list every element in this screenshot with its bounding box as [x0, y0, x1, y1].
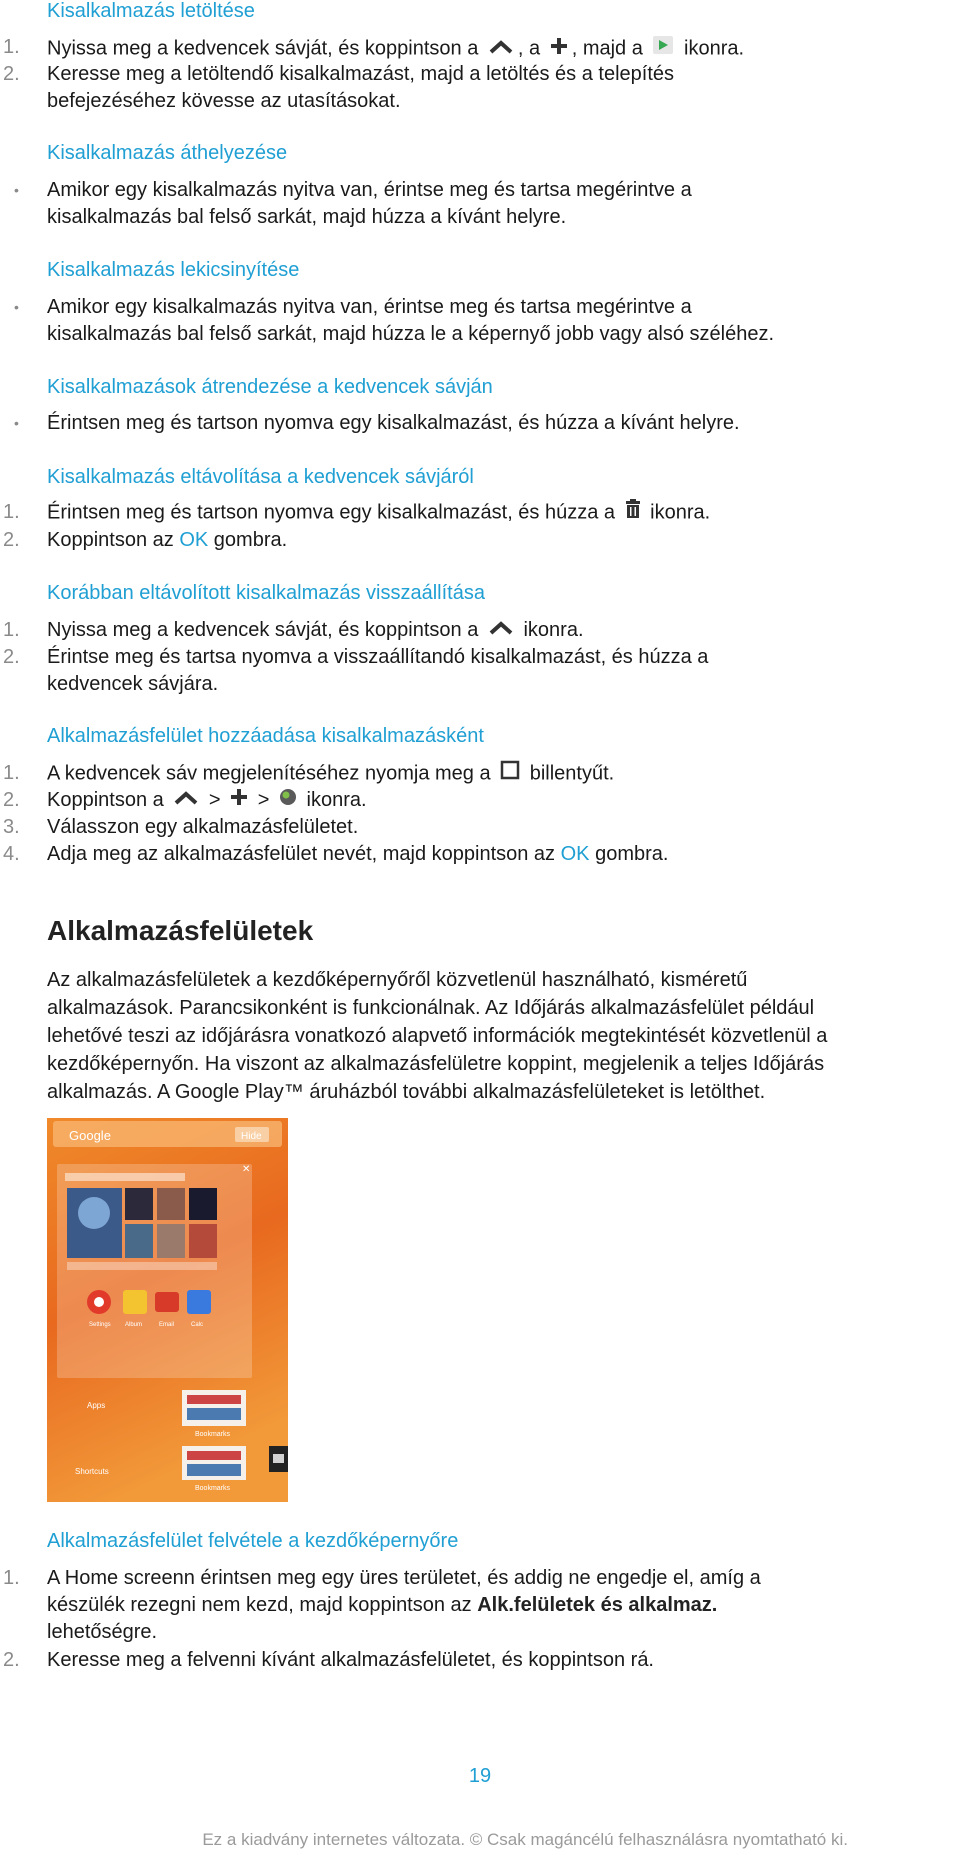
step-text: Koppintson az: [47, 529, 174, 551]
section-title-minimize: Kisalkalmazás lekicsinyítése: [47, 259, 300, 281]
step-text: készülék rezegni nem kezd, majd koppintson az: [47, 1594, 472, 1616]
step-number: 3.: [3, 816, 20, 838]
step-text: gombra.: [213, 529, 288, 551]
step-4: [3, 841, 927, 868]
row-label: Album: [125, 1322, 143, 1328]
step-text: Érintsen meg és tartson nyomva egy kisalkalmazást, és húzza a: [47, 501, 616, 524]
step-text: befejezéséhez kövesse az utasításokat.: [47, 90, 401, 112]
hide-label: Hide: [241, 1131, 262, 1142]
section-title-restore: Korábban eltávolított kisalkalmazás visszaállítása: [47, 582, 485, 604]
step-number: 2.: [3, 529, 20, 551]
bullet-text: kisalkalmazás bal felső sarkát, majd húzza le a képernyő jobb vagy alsó széléhez.: [47, 323, 775, 345]
step-1: [3, 499, 927, 527]
ok-label: OK: [560, 843, 590, 865]
step-text: ikonra.: [523, 619, 584, 641]
separator: >: [257, 789, 270, 811]
step-text: gombra.: [595, 843, 669, 865]
step-text: Válasszon egy alkalmazásfelületet.: [47, 816, 359, 838]
plus-icon: [550, 36, 568, 63]
step-text: Nyissa meg a kedvencek sávját, és koppintson a: [47, 37, 479, 60]
paragraph-line: lehetővé teszi az időjárásra vonatkozó alapvető információk megtekintését közvetlenül a: [47, 1025, 828, 1047]
list-apps-label: Apps: [87, 1401, 106, 1410]
step-text: ikonra.: [306, 789, 367, 811]
row-label: Settings: [89, 1322, 111, 1328]
search-label: Google: [69, 1128, 111, 1143]
section-title-download: Kisalkalmazás letöltése: [47, 0, 255, 22]
step-number: 1.: [3, 36, 20, 58]
paragraph-line: Az alkalmazásfelületek a kezdőképernyőről közvetlenül használható, kisméretű: [47, 969, 748, 991]
paragraph-line: alkalmazások. Parancsikonként is funkcionálnak. Az Időjárás alkalmazásfelület például: [47, 997, 815, 1019]
step-text: lehetőségre.: [47, 1621, 158, 1643]
step-text: A kedvencek sáv megjelenítéséhez nyomja meg a: [47, 762, 491, 785]
section-title-add-to-home: Alkalmazásfelület felvétele a kezdőképernyőre: [47, 1530, 459, 1552]
step-number: 2.: [3, 1649, 20, 1671]
step-text: kedvencek sávjára.: [47, 673, 219, 695]
step-number: 1.: [3, 762, 20, 784]
step-2: [3, 787, 927, 814]
chevron-up-icon: [173, 787, 199, 814]
row-label: Email: [159, 1322, 175, 1328]
step-text: Nyissa meg a kedvencek sávját, és koppintson a: [47, 619, 479, 641]
bookmarks-label: Bookmarks: [195, 1485, 231, 1492]
step-2: [3, 644, 927, 698]
ok-label: OK: [179, 529, 209, 551]
svg-text:✕: ✕: [242, 1164, 251, 1175]
bullet-dot: •: [14, 299, 19, 315]
step-text: , majd a: [571, 37, 643, 60]
bullet-text: Amikor egy kisalkalmazás nyitva van, érintse meg és tartsa megérintve a: [47, 179, 692, 201]
step-text: Érintse meg és tartsa nyomva a visszaállítandó kisalkalmazást, és húzza a: [47, 646, 709, 668]
footer-note: Ez a kiadvány internetes változata. © Csak magáncélú felhasználásra nyomtatható ki.: [202, 1830, 848, 1849]
section-title-move: Kisalkalmazás áthelyezése: [47, 142, 288, 164]
plus-icon: [230, 787, 248, 814]
separator: >: [208, 789, 221, 811]
paragraph-line: kezdőképernyőn. Ha viszont az alkalmazásfelületre koppint, megjelenik a teljes Időjárás: [47, 1053, 825, 1075]
section-title-remove: Kisalkalmazás eltávolítása a kedvencek sávjáról: [47, 466, 474, 488]
step-number: 2.: [3, 646, 20, 668]
bullet-text: Amikor egy kisalkalmazás nyitva van, érintse meg és tartsa megérintve a: [47, 296, 692, 318]
step-3: [3, 814, 927, 841]
recent-apps-key-icon: [500, 760, 520, 788]
row-label: Calc: [191, 1322, 204, 1328]
step-text: , a: [517, 37, 541, 60]
bullet-dot: •: [14, 415, 19, 431]
widgets-paragraph: [47, 966, 927, 1106]
step-number: 1.: [3, 501, 20, 523]
paragraph-line: alkalmazás. A Google Play™ áruházból további alkalmazásfelületeket is letölthet.: [47, 1081, 766, 1103]
step-text: Koppintson a: [47, 789, 164, 811]
step-text: ikonra.: [650, 501, 711, 524]
trash-icon: [625, 499, 641, 527]
step-number: 4.: [3, 843, 20, 865]
bullet-minimize: [14, 294, 927, 348]
apps-globe-icon: [279, 787, 297, 814]
step-2: [3, 1647, 927, 1674]
step-text: Adja meg az alkalmazásfelület nevét, majd koppintson az: [47, 843, 556, 865]
bullet-text: kisalkalmazás bal felső sarkát, majd húzza a kívánt helyre.: [47, 206, 567, 228]
step-number: 1.: [3, 1567, 20, 1589]
bullet-move: [14, 177, 927, 231]
step-number: 2.: [3, 789, 20, 811]
section-title-rearrange: Kisalkalmazások átrendezése a kedvencek sávján: [47, 376, 493, 398]
step-number: 1.: [3, 619, 20, 641]
phone-screenshot: [47, 1118, 288, 1502]
step-1: [3, 1565, 927, 1646]
step-number: 2.: [3, 63, 20, 85]
step-text: Keresse meg a letöltendő kisalkalmazást, majd a letöltés és a telepítés: [47, 63, 674, 85]
play-store-icon: [652, 34, 674, 64]
chevron-up-icon: [488, 617, 514, 644]
step-1: [3, 617, 927, 644]
step-text: billentyűt.: [529, 762, 615, 785]
bullet-dot: •: [14, 182, 19, 198]
section-title-add-widget: Alkalmazásfelület hozzáadása kisalkalmazásként: [47, 725, 484, 747]
page-number: 19: [468, 1765, 492, 1787]
step-1: [3, 34, 927, 64]
list-shortcuts-label: Shortcuts: [75, 1467, 109, 1476]
screenshot-graphic: [47, 1118, 288, 1502]
step-text: A Home screenn érintsen meg egy üres területet, és addig ne engedje el, amíg a: [47, 1567, 761, 1589]
bullet-rearrange: [14, 410, 927, 437]
chevron-up-icon: [488, 36, 514, 63]
step-2: [3, 527, 927, 554]
step-text: Keresse meg a felvenni kívánt alkalmazásfelületet, és koppintson rá.: [47, 1649, 654, 1671]
step-1: [3, 760, 927, 788]
step-text: ikonra.: [684, 37, 745, 60]
heading-widgets: Alkalmazásfelületek: [47, 915, 314, 946]
step-2: [3, 61, 927, 115]
ui-option-label: Alk.felületek és alkalmaz.: [477, 1594, 718, 1616]
bullet-text: Érintsen meg és tartson nyomva egy kisalkalmazást, és húzza a kívánt helyre.: [47, 412, 740, 434]
bookmarks-label: Bookmarks: [195, 1431, 231, 1438]
